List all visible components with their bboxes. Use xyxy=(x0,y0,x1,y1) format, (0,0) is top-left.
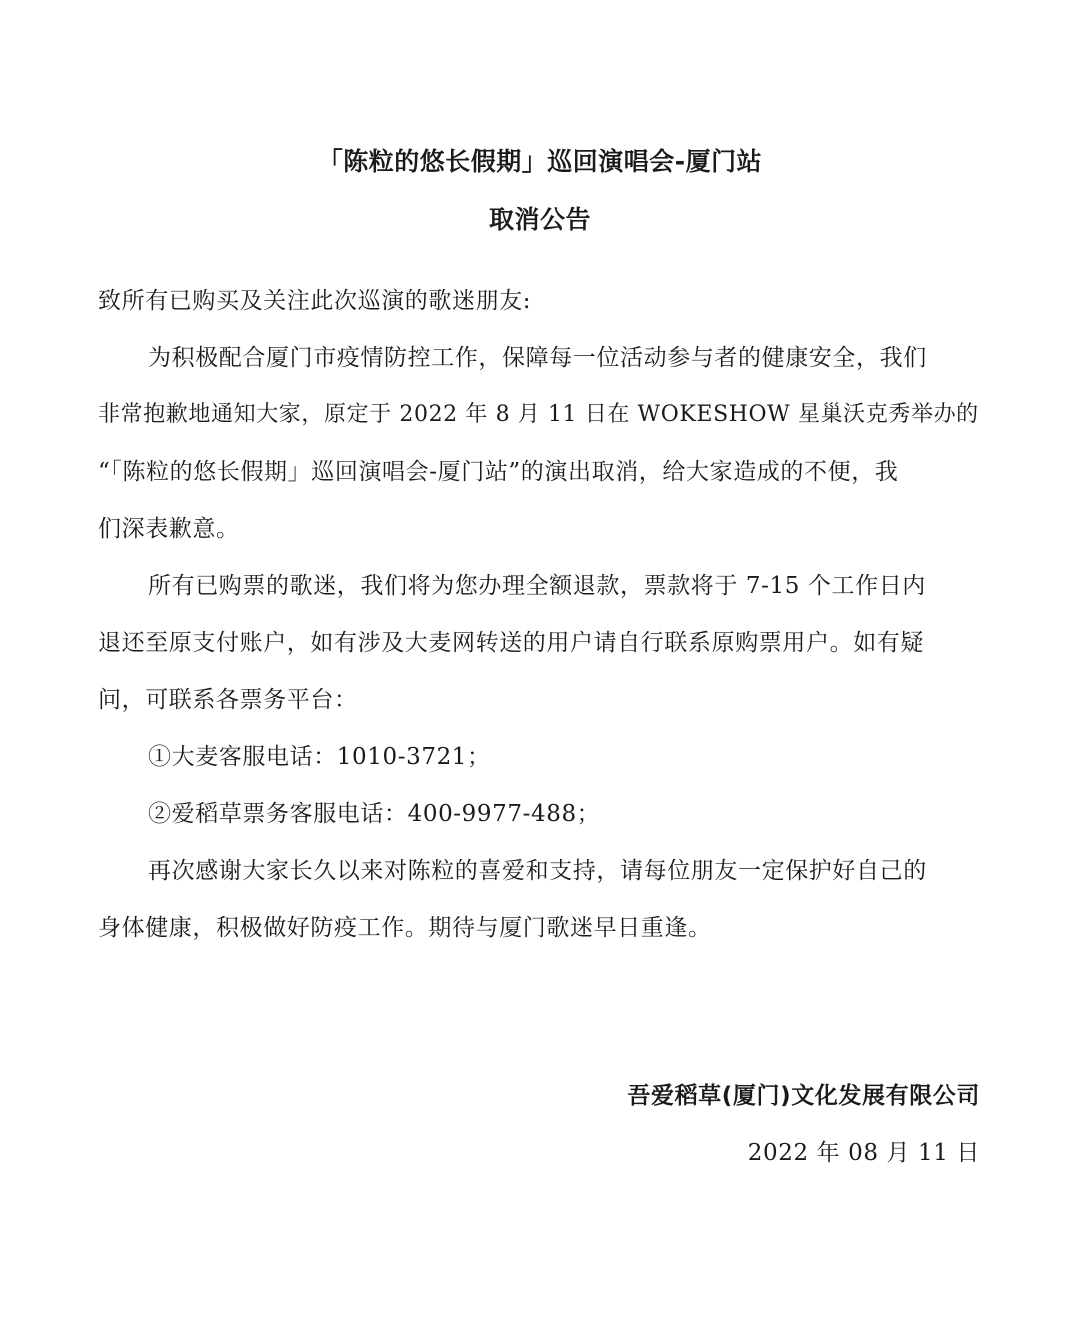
contact-damai: ①大麦客服电话：1010-3721； xyxy=(148,744,491,770)
paragraph1-line2: 非常抱歉地通知大家，原定于 2022 年 8 月 11 日在 WOKESHOW 星巢沃克秀举办的 xyxy=(98,402,979,427)
signature-date: 2022 年 08 月 11 日 xyxy=(747,1140,980,1166)
signature-company: 吾爱稻草(厦门)文化发展有限公司 xyxy=(627,1083,980,1109)
document-subtitle: 取消公告 xyxy=(488,205,591,234)
paragraph2-line1: 所有已购票的歌迷，我们将为您办理全额退款，票款将于 7-15 个工作日内 xyxy=(148,573,926,599)
paragraph3-line1: 再次感谢大家长久以来对陈粒的喜爱和支持，请每位朋友一定保护好自己的 xyxy=(148,858,927,884)
paragraph2-line3: 问，可联系各票务平台： xyxy=(98,687,358,713)
paragraph1-line4: 们深表歉意。 xyxy=(98,516,240,542)
document-title: 「陈粒的悠长假期」巡回演唱会-厦门站 xyxy=(317,147,763,176)
paragraph1-line1: 为积极配合厦门市疫情防控工作，保障每一位活动参与者的健康安全，我们 xyxy=(148,345,927,371)
contact-aidaocao: ②爱稻草票务客服电话：400-9977-488； xyxy=(148,801,601,827)
paragraph1-line3: “「陈粒的悠长假期」巡回演唱会-厦门站”的演出取消，给大家造成的不便，我 xyxy=(98,459,899,485)
paragraph2-line2: 退还至原支付账户，如有涉及大麦网转送的用户请自行联系原购票用户。如有疑 xyxy=(98,630,924,656)
paragraph3-line2: 身体健康，积极做好防疫工作。期待与厦门歌迷早日重逢。 xyxy=(98,915,712,941)
greeting-line: 致所有已购买及关注此次巡演的歌迷朋友: xyxy=(98,288,532,314)
